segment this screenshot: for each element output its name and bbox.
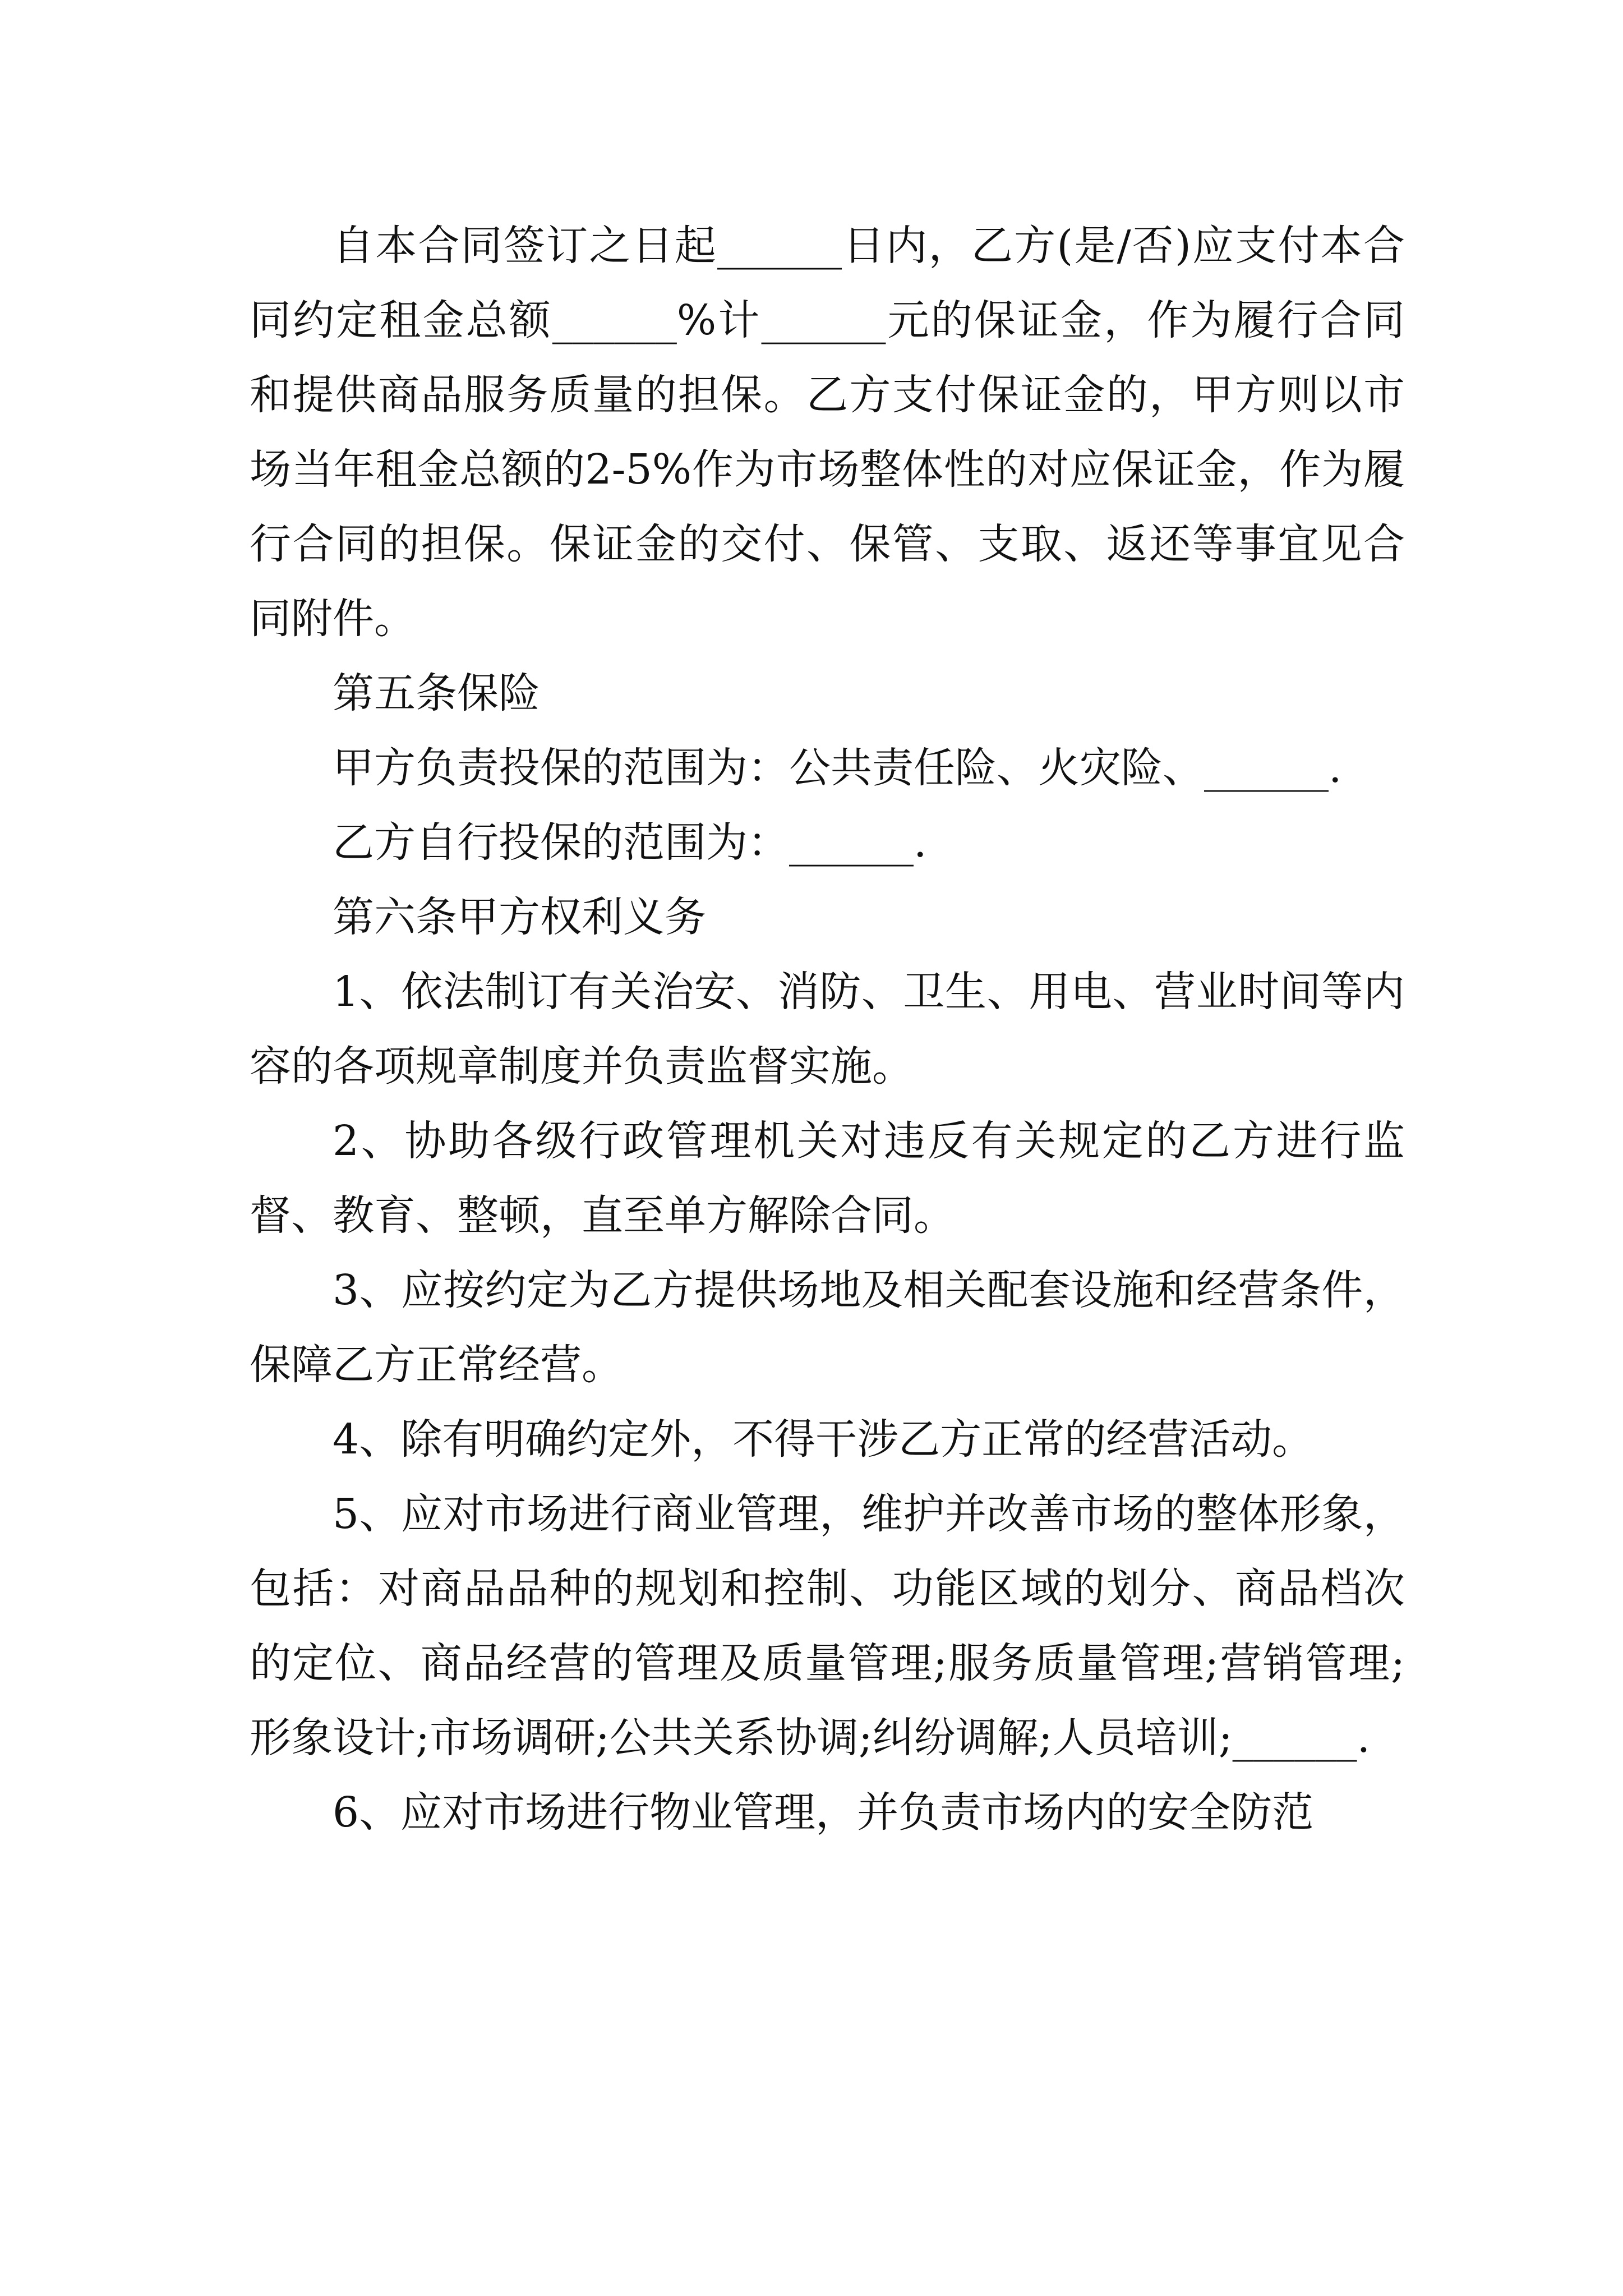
document-body [250,209,1405,1850]
list-item-1: 1、依法制订有关治安、消防、卫生、用电、营业时间等内容的各项规章制度并负责监督实施。 [250,968,1405,1091]
heading-article-6-party-a-rights: 第六条甲方权利义务 [333,893,706,941]
list-item-2: 2、协助各级行政管理机关对违反有关规定的乙方进行监督、教育、整顿，直至单方解除合同。 [250,1117,1405,1240]
paragraph-deposit: 自本合同签订之日起______日内，乙方(是/否)应支付本合同约定租金总额______%计______元的保证金，作为履行合同和提供商品服务质量的担保。乙方支付保证金的，甲方则以市场当年租金总额的2-5%作为市场整体性的对应保证金，作为履行合同的担保。保证金的交付、保管、支取、返还等事宜见合同附件。 [250,222,1405,643]
list-item-5: 5、应对市场进行商业管理，维护并改善市场的整体形象，包括：对商品品种的规划和控制、功能区域的划分、商品档次的定位、商品经营的管理及质量管理;服务质量管理;营销管理;形象设计;市场调研;公共关系协调;纠纷调解;人员培训;______. [250,1490,1405,1762]
list-item-6: 6、应对市场进行物业管理，并负责市场内的安全防范 [333,1788,1314,1837]
paragraph-party-b-insurance: 乙方自行投保的范围为：______. [333,818,927,867]
list-item-3: 3、应按约定为乙方提供场地及相关配套设施和经营条件，保障乙方正常经营。 [250,1266,1405,1389]
heading-article-5-insurance: 第五条保险 [333,669,540,717]
paragraph-party-a-insurance: 甲方负责投保的范围为：公共责任险、火灾险、______. [333,744,1342,792]
list-item-4: 4、除有明确约定外，不得干涉乙方正常的经营活动。 [333,1415,1314,1464]
